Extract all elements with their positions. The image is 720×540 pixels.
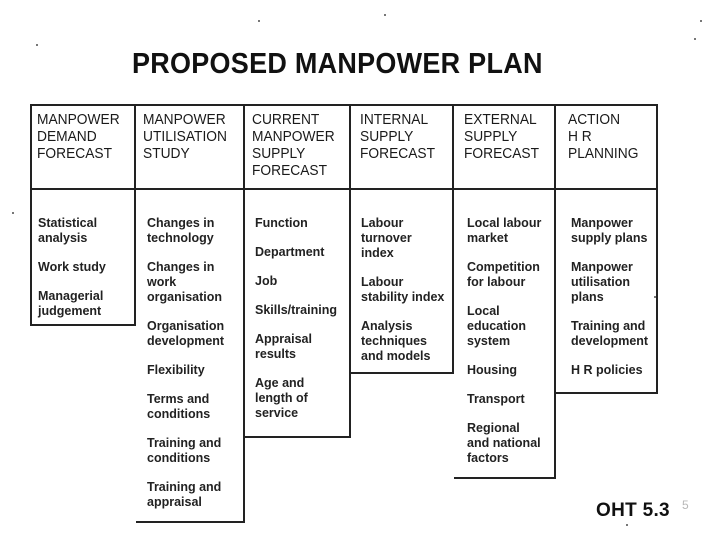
list-item: Work study [38, 260, 106, 274]
list-item: Labour turnover index [361, 216, 412, 260]
list-item: Statistical analysis [38, 216, 98, 245]
list-item: Training and appraisal [147, 480, 222, 509]
list-item: Appraisal results [255, 332, 312, 361]
list-item: Skills/training [255, 303, 337, 317]
items-action-planning [571, 216, 648, 392]
list-item: Age and length of service [255, 376, 308, 420]
header-external-supply: EXTERNAL SUPPLY FORECAST [464, 112, 540, 162]
list-item: Labour stability index [361, 275, 445, 304]
list-item: Department [255, 245, 325, 259]
scan-speck [654, 296, 656, 298]
page-title: PROPOSED MANPOWER PLAN [132, 48, 543, 80]
slide-reference-label: OHT 5.3 [596, 500, 670, 521]
list-item: Transport [467, 392, 525, 406]
items-internal-supply [361, 216, 444, 378]
list-item: Housing [467, 363, 517, 377]
list-item: Changes in technology [147, 216, 215, 245]
header-utilisation-study: MANPOWER UTILISATION STUDY [143, 112, 227, 162]
list-item: Local labour market [467, 216, 542, 245]
page-number: 5 [682, 498, 689, 512]
scan-speck [384, 14, 386, 16]
header-action-planning: ACTION H R PLANNING [568, 112, 639, 162]
list-item: Manpower supply plans [571, 216, 648, 245]
list-item: Organisation development [147, 319, 225, 348]
list-item: Job [255, 274, 278, 288]
scan-speck [694, 38, 696, 40]
list-item: Training and development [571, 319, 649, 348]
items-utilisation-study [147, 216, 224, 524]
list-item: Managerial judgement [38, 289, 104, 318]
header-internal-supply: INTERNAL SUPPLY FORECAST [360, 112, 436, 162]
scan-speck [36, 44, 38, 46]
list-item: H R policies [571, 363, 643, 377]
list-item: Analysis techniques and models [361, 319, 431, 363]
header-bottom-rule [30, 188, 658, 190]
list-item: Regional and national factors [467, 421, 541, 465]
list-item: Terms and conditions [147, 392, 211, 421]
header-current-supply: CURRENT MANPOWER SUPPLY FORECAST [252, 112, 335, 179]
scan-speck [626, 524, 628, 526]
list-item: Changes in work organisation [147, 260, 223, 304]
list-item: Manpower utilisation plans [571, 260, 633, 304]
list-item: Flexibility [147, 363, 205, 377]
list-item: Function [255, 216, 308, 230]
items-demand-forecast [38, 216, 106, 333]
list-item: Competition for labour [467, 260, 540, 289]
items-external-supply [467, 216, 541, 480]
list-item: Training and conditions [147, 436, 222, 465]
scan-speck [258, 20, 260, 22]
scan-speck [12, 212, 14, 214]
items-current-supply [255, 216, 337, 435]
header-demand-forecast: MANPOWER DEMAND FORECAST [37, 112, 120, 162]
list-item: Local education system [467, 304, 527, 348]
scan-speck [700, 20, 702, 22]
